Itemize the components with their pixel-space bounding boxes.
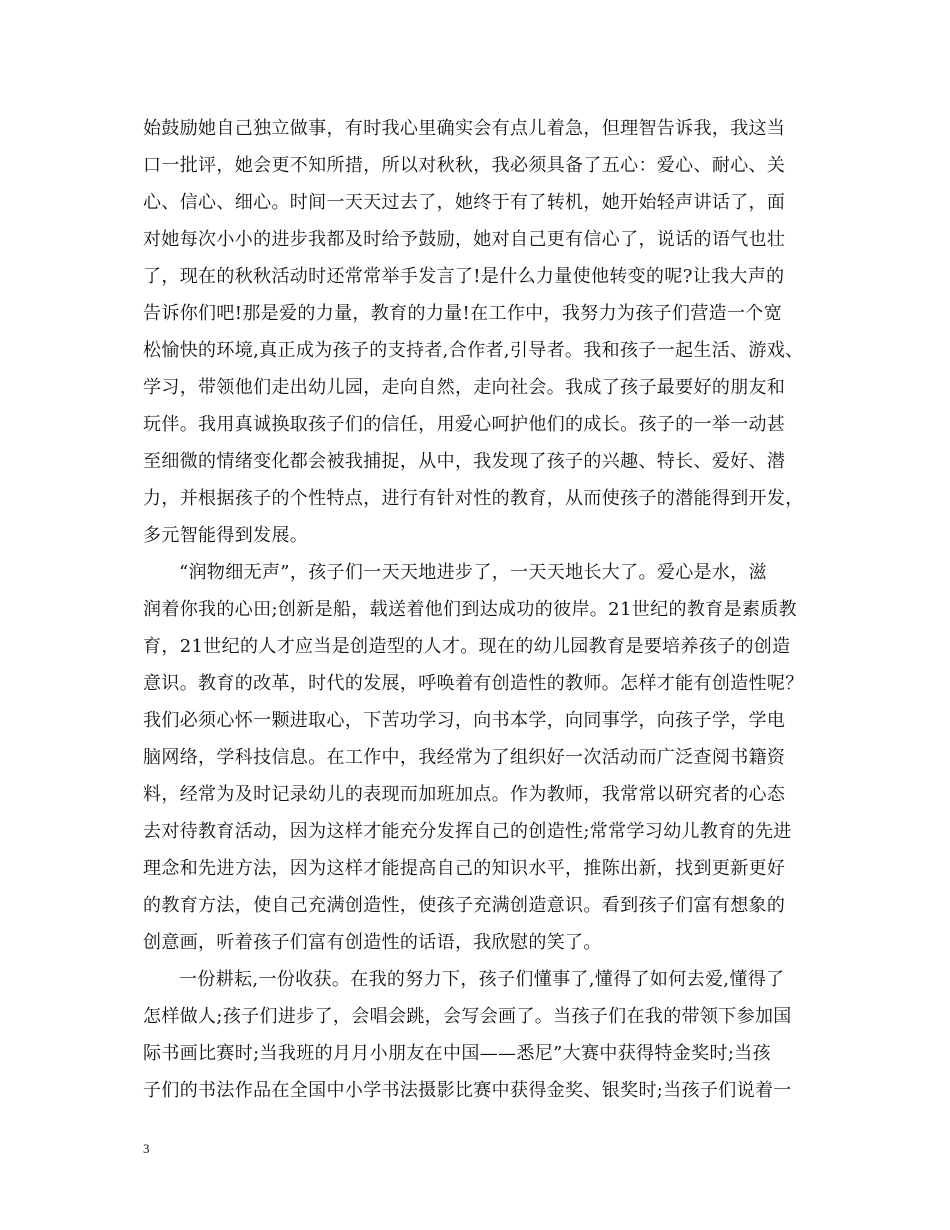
text-line: 子们的书法作品在全国中小学书法摄影比赛中获得金奖、银奖时;当孩子们说着一 bbox=[143, 1080, 792, 1101]
text-line: 润着你我的心田;创新是船，载送着他们到达成功的彼岸。21世纪的教育是素质教 bbox=[143, 599, 797, 620]
text-line: 学习，带领他们走出幼儿园，走向自然，走向社会。我成了孩子最要好的朋友和 bbox=[143, 377, 786, 398]
text-line: 始鼓励她自己独立做事，有时我心里确实会有点儿着急，但理智告诉我，我这当 bbox=[143, 118, 786, 139]
text-line: 料，经常为及时记录幼儿的表现而加班加点。作为教师，我常常以研究者的心态 bbox=[143, 784, 786, 805]
text-line: 告诉你们吧!那是爱的力量，教育的力量!在工作中，我努力为孩子们营造一个宽 bbox=[143, 303, 783, 324]
text-line: 松愉快的环境,真正成为孩子的支持者,合作者,引导者。我和孩子一起生活、游戏、 bbox=[143, 340, 804, 361]
text-line: 意识。教育的改革，时代的发展，呼唤着有创造性的教师。怎样才能有创造性呢？ bbox=[143, 673, 804, 694]
page-number: 3 bbox=[143, 1141, 150, 1156]
text-line: 际书画比赛时;当我班的月月小朋友在中国——悉尼”大赛中获得特金奖时;当孩 bbox=[143, 1043, 771, 1064]
text-line: 心、信心、细心。时间一天天过去了，她终于有了转机，她开始轻声讲话了，面 bbox=[143, 192, 786, 213]
text-line: 怎样做人;孩子们进步了，会唱会跳，会写会画了。当孩子们在我的带领下参加国 bbox=[143, 1006, 792, 1027]
text-line: 多元智能得到发展。 bbox=[143, 525, 309, 546]
text-line: 对她每次小小的进步我都及时给予鼓励，她对自己更有信心了，说话的语气也壮 bbox=[143, 229, 786, 250]
text-line: 口一批评，她会更不知所措，所以对秋秋，我必须具备了五心：爱心、耐心、关 bbox=[143, 155, 786, 176]
text-line: 的教育方法，使自己充满创造性，使孩子充满创造意识。看到孩子们富有想象的 bbox=[143, 895, 786, 916]
text-line: 理念和先进方法，因为这样才能提高自己的知识水平，推陈出新，找到更新更好 bbox=[143, 858, 786, 879]
text-line: 创意画，听着孩子们富有创造性的话语，我欣慰的笑了。 bbox=[143, 932, 602, 953]
paragraph-first-line: “润物细无声”，孩子们一天天地进步了，一天天地长大了。爱心是水，滋 bbox=[179, 562, 767, 583]
text-line: 去对待教育活动，因为这样才能充分发挥自己的创造性;常常学习幼儿教育的先进 bbox=[143, 821, 792, 842]
text-line: 育，21世纪的人才应当是创造型的人才。现在的幼儿园教育是要培养孩子的创造 bbox=[143, 636, 791, 657]
text-line: 了，现在的秋秋活动时还常常举手发言了!是什么力量使他转变的呢?让我大声的 bbox=[143, 266, 785, 287]
text-line: 力，并根据孩子的个性特点，进行有针对性的教育，从而使孩子的潜能得到开发， bbox=[143, 488, 804, 509]
text-line: 至细微的情绪变化都会被我捕捉，从中，我发现了孩子的兴趣、特长、爱好、潜 bbox=[143, 451, 786, 472]
text-line: 脑网络，学科技信息。在工作中，我经常为了组织好一次活动而广泛查阅书籍资 bbox=[143, 747, 786, 768]
text-line: 玩伴。我用真诚换取孩子们的信任，用爱心呵护他们的成长。孩子的一举一动甚 bbox=[143, 414, 786, 435]
paragraph-first-line: 一份耕耘,一份收获。在我的努力下，孩子们懂事了,懂得了如何去爱,懂得了 bbox=[179, 969, 785, 990]
text-line: 我们必须心怀一颗进取心，下苦功学习，向书本学，向同事学，向孩子学，学电 bbox=[143, 710, 786, 731]
